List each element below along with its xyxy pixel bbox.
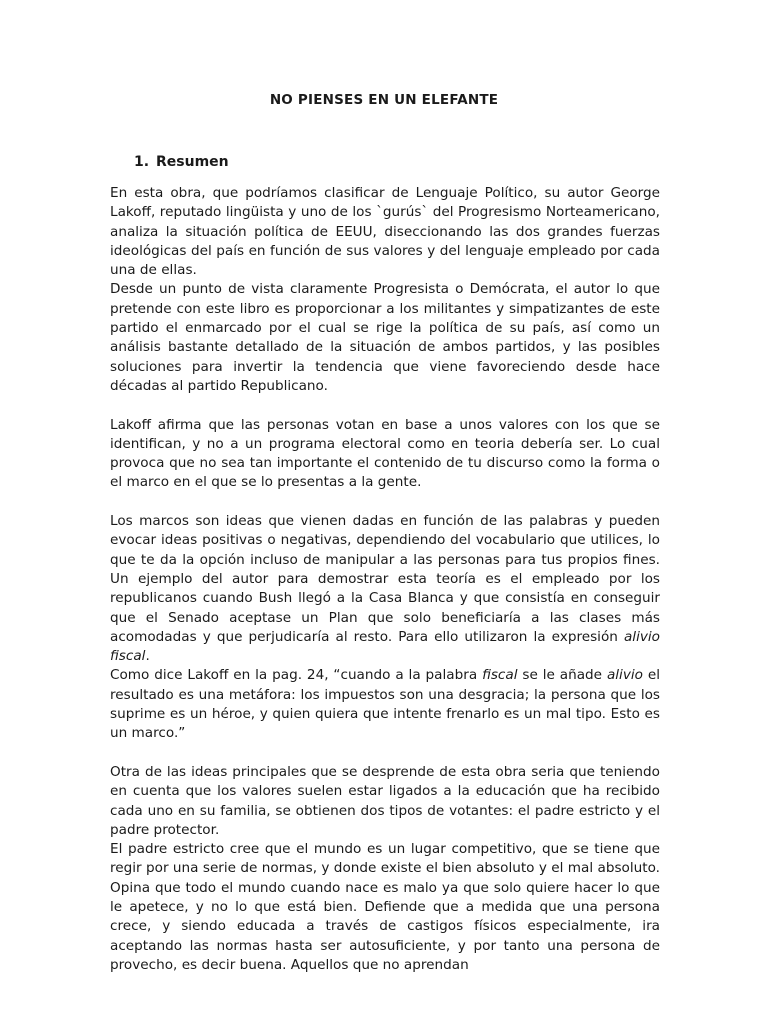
section-heading [134,154,229,170]
paragraph-values: Lakoff afirma que las personas votan en base a unos valores con los que se identifican, y no a un programa electoral como en teoria debería ser. Lo cual provoca que no sea tan importante el contenido de tu discurso como la forma o el marco en el que se lo presentas a la gente. [110,416,660,491]
paragraph-quote [110,666,660,743]
quote-part-c: el resultado es una metáfora: los impuestos son una desgracia; la persona que los suprime es un héroe, y quien quiera que intente frenarlo es un mal tipo. Esto es un marco.” [110,667,660,742]
paragraph-frames [110,512,660,666]
section-title: Resumen [156,154,229,170]
frames-text: Los marcos son ideas que vienen dadas en función de las palabras y pueden evocar ideas positivas o negativas, dependiendo del vocabulario que utilices, lo que te da la opción incluso de manipular a las personas para tus propios fines. Un ejemplo del autor para demostrar esta teoría es el empleado por los republicanos cuando Bush llegó a la Casa Blanca y que consistía en conseguir que el Senado aceptase un Plan que solo beneficiaría a las clases más acomodadas y que perjudicaría al resto. Para ello utilizaron la expresión [110,513,660,645]
section-number: 1. [134,154,150,170]
frames-end: . [145,648,150,665]
quote-part-b: se le añade [517,667,607,684]
paragraph-voter-types: Otra de las ideas principales que se desprende de esta obra seria que teniendo en cuenta que los valores suelen estar ligados a la educación que ha recibido cada uno en su familia, se obtienen dos tipos de votantes: el padre estricto y el padre protector. [110,763,660,838]
document-body [110,184,660,975]
paragraph-author-perspective: Desde un punto de vista claramente Progresista o Demócrata, el autor lo que pretende con este libro es proporcionar a los militantes y simpatizantes de este partido el enmarcado por el cual se rige la política de su país, así como un análisis bastante detallado de la situación de ambos partidos, y las posibles soluciones para invertir la tendencia que viene favoreciendo desde hace décadas al partido Republicano. [110,281,660,394]
paragraph-strict-father: El padre estricto cree que el mundo es un lugar competitivo, que se tiene que regir por una serie de normas, y donde existe el bien absoluto y el mal absoluto. Opina que todo el mundo cuando nace es malo ya que solo quiere hacer lo que le apetece, y no lo que está bien. Defiende que a medida que una persona crece, y siendo educada a través de castigos físicos especialmente, ira aceptando las normas hasta ser autosuficiente, y por tanto una persona de provecho, es decir buena. Aquellos que no aprendan [110,841,660,973]
quote-emphasis-fiscal: fiscal [482,667,518,684]
frames-emphasis: alivio fiscal [110,628,660,665]
quote-part-a: Como dice Lakoff en la pag. 24, “cuando a la palabra [110,667,483,684]
document-title: NO PIENSES EN UN ELEFANTE [269,92,499,108]
paragraph-intro: En esta obra, que podríamos clasificar de Lenguaje Político, su autor George Lakoff, reputado lingüista y uno de los `gurús` del Progresismo Norteamericano, analiza la situación política de EEUU, diseccionando las dos grandes fuerzas ideológicas del país en función de sus valores y del lenguaje empleado por cada una de ellas. [110,185,660,279]
quote-emphasis-alivio: alivio [606,667,643,684]
